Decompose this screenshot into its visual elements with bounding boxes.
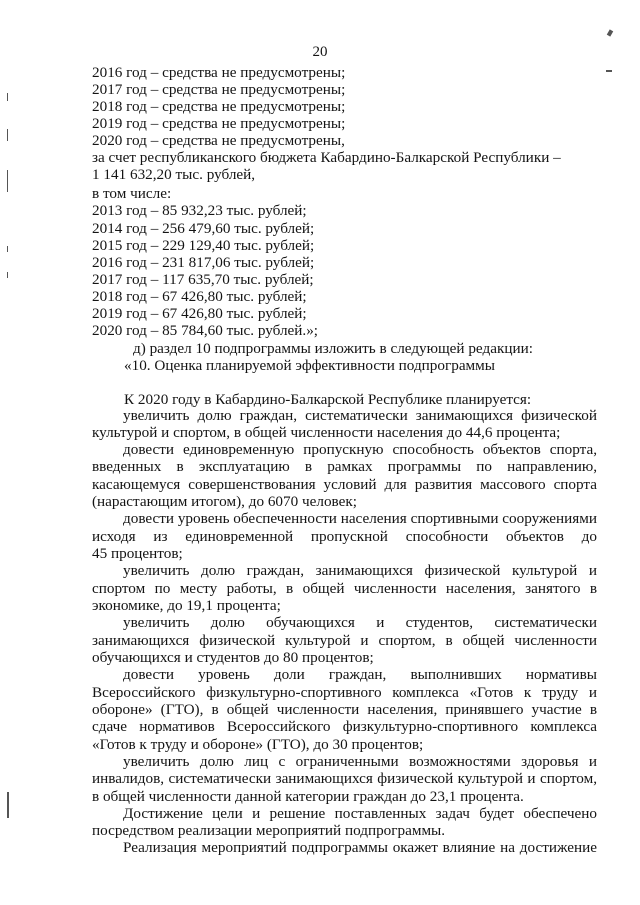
paragraph-line: введенных в эксплуатацию в рамках программы по направлению, bbox=[92, 458, 597, 475]
paragraph-line: культурой и спортом, в общей численности населения до 44,6 процента; bbox=[92, 424, 561, 441]
paragraph-line: спортом по месту работы, в общей численности населения, занятого в bbox=[92, 580, 597, 597]
funding-line: 2020 год – 85 784,60 тыс. рублей.»; bbox=[92, 322, 319, 339]
funding-line: 2019 год – 67 426,80 тыс. рублей; bbox=[92, 305, 307, 322]
paragraph-line: увеличить долю граждан, систематически занимающихся физической bbox=[123, 407, 597, 424]
paragraph-line: занимающихся физической культурой и спортом, в общей численности bbox=[92, 632, 597, 649]
paragraph-line: Реализация мероприятий подпрограммы окажет влияние на достижение bbox=[123, 839, 597, 856]
paragraph-line: (нарастающим итогом), до 6070 человек; bbox=[92, 493, 357, 510]
funding-line: 2016 год – средства не предусмотрены; bbox=[92, 64, 346, 81]
funding-line: 2017 год – 117 635,70 тыс. рублей; bbox=[92, 271, 314, 288]
paragraph-line: в общей численности данной категории граждан до 23,1 процента. bbox=[92, 788, 524, 805]
paragraph-line: довести единовременную пропускную способность объектов спорта, bbox=[123, 441, 597, 458]
paragraph-line: увеличить долю обучающихся и студентов, систематически bbox=[123, 614, 597, 631]
funding-line: 2019 год – средства не предусмотрены; bbox=[92, 115, 346, 132]
scan-tick bbox=[7, 129, 8, 141]
funding-line: 2020 год – средства не предусмотрены, bbox=[92, 132, 345, 149]
paragraph-line: сдаче нормативов Всероссийского физкультурно-спортивного комплекса bbox=[92, 718, 597, 735]
paragraph-line: довести уровень обеспеченности населения спортивными сооружениями bbox=[123, 510, 597, 527]
funding-line: 2013 год – 85 932,23 тыс. рублей; bbox=[92, 202, 307, 219]
scan-tick bbox=[7, 93, 8, 101]
funding-line: 2016 год – 231 817,06 тыс. рублей; bbox=[92, 254, 315, 271]
scan-tick bbox=[7, 792, 9, 818]
scan-speck bbox=[606, 70, 612, 72]
page-number: 20 bbox=[312, 44, 328, 60]
paragraph-line: инвалидов, систематически занимающихся физической культурой и спортом, bbox=[92, 770, 597, 787]
intro-text: К 2020 году в Кабардино-Балкарской Республике планируется: bbox=[124, 391, 532, 408]
instruction-text: д) раздел 10 подпрограммы изложить в следующей редакции: bbox=[133, 340, 533, 357]
funding-line: за счет республиканского бюджета Кабардино-Балкарской Республики – bbox=[92, 149, 561, 166]
funding-line: 2014 год – 256 479,60 тыс. рублей; bbox=[92, 220, 315, 237]
funding-line: 2015 год – 229 129,40 тыс. рублей; bbox=[92, 237, 315, 254]
paragraph-line: «Готов к труду и обороне» (ГТО), до 30 процентов; bbox=[92, 736, 424, 753]
funding-line: 1 141 632,20 тыс. рублей, bbox=[92, 166, 256, 183]
scan-tick bbox=[7, 272, 8, 278]
paragraph-line: 45 процентов; bbox=[92, 545, 183, 562]
paragraph-line: посредством реализации мероприятий подпрограммы. bbox=[92, 822, 446, 839]
scan-tick bbox=[7, 246, 8, 252]
scan-tick bbox=[7, 170, 8, 192]
paragraph-line: обороне» (ГТО), в общей численности населения, принявшего участие в bbox=[92, 701, 597, 718]
paragraph-line: увеличить долю лиц с ограниченными возможностями здоровья и bbox=[123, 753, 597, 770]
paragraph-line: Достижение цели и решение поставленных задач будет обеспечено bbox=[123, 805, 597, 822]
paragraph-line: касающемуся совершенствования условий для развития массового спорта bbox=[92, 476, 597, 493]
paragraph-line: довести уровень доли граждан, выполнивших нормативы bbox=[123, 666, 597, 683]
paragraph-line: экономике, до 19,1 процента; bbox=[92, 597, 281, 614]
funding-line: 2017 год – средства не предусмотрены; bbox=[92, 81, 346, 98]
scan-speck bbox=[607, 29, 613, 36]
paragraph-line: увеличить долю граждан, занимающихся физической культурой и bbox=[123, 562, 597, 579]
funding-line: 2018 год – 67 426,80 тыс. рублей; bbox=[92, 288, 307, 305]
section-title: «10. Оценка планируемой эффективности подпрограммы bbox=[124, 357, 495, 374]
paragraph-line: обучающихся и студентов до 80 процентов; bbox=[92, 649, 374, 666]
funding-line: в том числе: bbox=[92, 185, 172, 202]
paragraph-line: Всероссийского физкультурно-спортивного комплекса «Готов к труду и bbox=[92, 684, 597, 701]
funding-line: 2018 год – средства не предусмотрены; bbox=[92, 98, 346, 115]
paragraph-line: исходя из единовременной пропускной способности объектов до bbox=[92, 528, 597, 545]
